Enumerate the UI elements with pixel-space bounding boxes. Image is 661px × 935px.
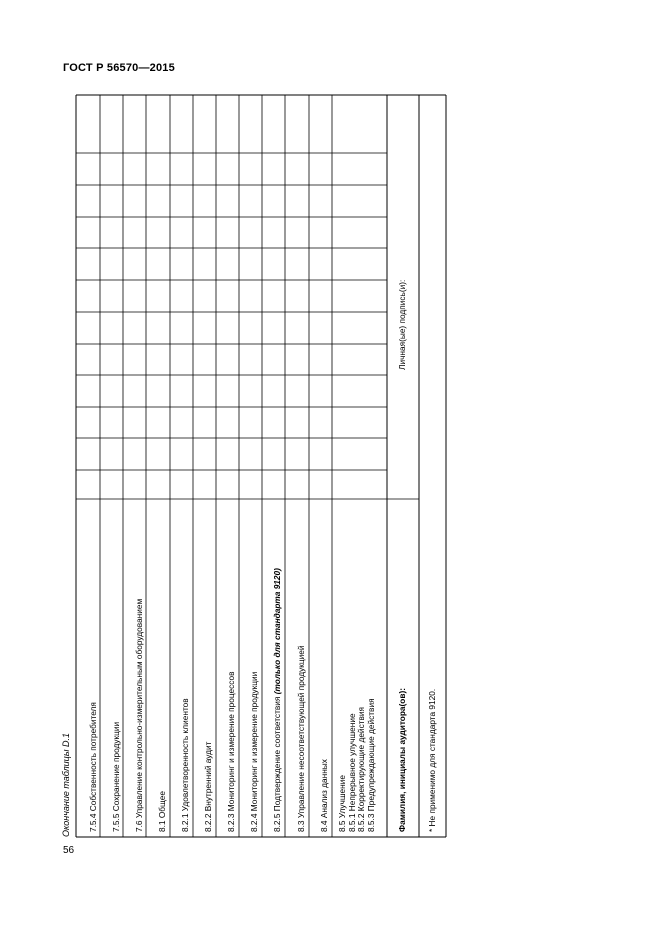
row-label-8-2-3: 8.2.3 Мониторинг и измерение процессов xyxy=(226,671,236,832)
document-header: ГОСТ Р 56570—2015 xyxy=(63,62,175,74)
row-label-8-1: 8.1 Общее xyxy=(157,790,167,832)
footnote: * Не применимо для стандарта 9120. xyxy=(427,688,437,832)
row-label-8-2-2: 8.2.2 Внутренний аудит xyxy=(203,741,213,832)
row-label-7-5-4: 7.5.4 Собственность потребителя xyxy=(88,702,98,832)
row-label-7-5-5: 7.5.5 Сохранение продукции xyxy=(111,721,121,832)
row-label-8-2-4: 8.2.4 Мониторинг и измерение продукции xyxy=(249,671,259,832)
row-label-8-2-5-text: 8.2.5 Подтверждение соответствия xyxy=(272,694,282,832)
row-label-8-5-1: 8.5.1 Непрерывное улучшение xyxy=(346,713,357,832)
row-label-8-5-2: 8.5.2 Корректирующие действия xyxy=(356,706,366,832)
row-label-8-5: 8.5 Улучшение xyxy=(337,775,347,832)
table-caption: Окончание таблицы D.1 xyxy=(61,733,71,837)
row-label-8-2-1: 8.2.1 Удовлетворенность клиентов xyxy=(180,698,190,832)
row-label-8-3: 8.3 Управление несоответствующей продукцией xyxy=(296,645,306,832)
row-label-8-2-5 xyxy=(272,568,282,832)
row-label-8-4: 8.4 Анализ данных xyxy=(319,759,329,832)
row-label-8-5-group xyxy=(338,698,376,832)
auditor-name-label: Фамилия, инициалы аудитора(ов): xyxy=(397,688,407,832)
page-number: 56 xyxy=(63,845,75,856)
row-label-7-6: 7.6 Управление контрольно-измерительным оборудованием xyxy=(134,598,144,832)
row-label-8-2-5-emphasis: (только для стандарта 9120) xyxy=(272,568,282,695)
signature-label: Личная(ые) подпись(и): xyxy=(397,279,407,370)
row-label-8-5-3: 8.5.3 Предупреждающие действия xyxy=(365,698,376,832)
